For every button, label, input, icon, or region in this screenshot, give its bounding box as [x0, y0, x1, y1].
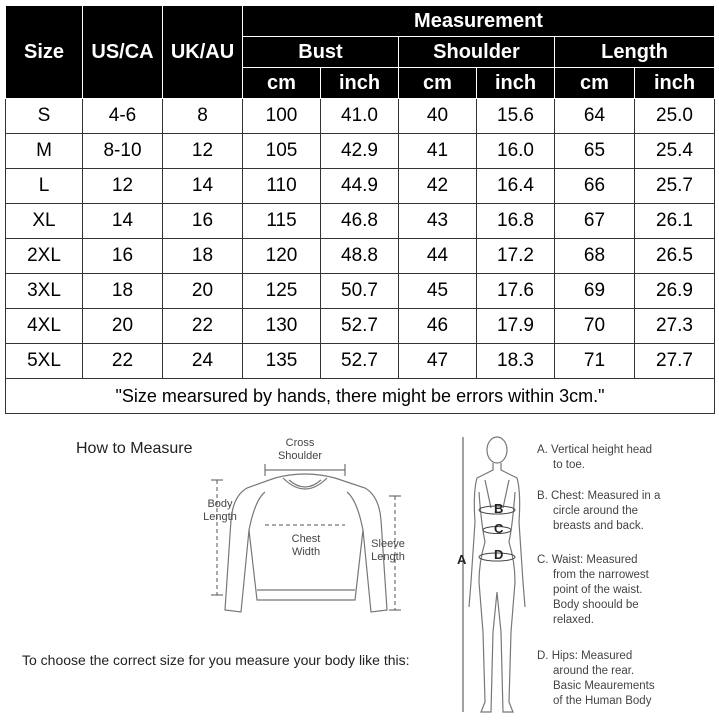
- table-cell: 67: [555, 204, 635, 239]
- table-cell: 25.0: [635, 99, 715, 134]
- table-cell: 43: [399, 204, 477, 239]
- table-cell: 70: [555, 309, 635, 344]
- size-chart-body: [6, 99, 715, 379]
- legend-c: [537, 553, 717, 628]
- table-row: [6, 169, 715, 204]
- table-cell: 2XL: [6, 239, 83, 274]
- table-cell: 15.6: [477, 99, 555, 134]
- header-unit-inch: inch: [321, 68, 399, 99]
- table-cell: 41.0: [321, 99, 399, 134]
- header-unit-inch: inch: [635, 68, 715, 99]
- table-cell: 16.8: [477, 204, 555, 239]
- header-shoulder: Shoulder: [399, 37, 555, 68]
- table-cell: 40: [399, 99, 477, 134]
- table-row: [6, 274, 715, 309]
- table-cell: 42.9: [321, 134, 399, 169]
- table-cell: 26.5: [635, 239, 715, 274]
- table-cell: 24: [163, 344, 243, 379]
- header-bust: Bust: [243, 37, 399, 68]
- table-cell: 52.7: [321, 344, 399, 379]
- table-cell: 27.3: [635, 309, 715, 344]
- table-cell: M: [6, 134, 83, 169]
- legend-d-line: D. Hips: Measured: [537, 650, 633, 662]
- table-cell: 135: [243, 344, 321, 379]
- table-cell: 12: [83, 169, 163, 204]
- table-cell: 14: [83, 204, 163, 239]
- table-cell: 4-6: [83, 99, 163, 134]
- legend-c-line: relaxed.: [553, 614, 594, 626]
- header-unit-cm: cm: [555, 68, 635, 99]
- table-cell: 16: [163, 204, 243, 239]
- header-usca: US/CA: [83, 6, 163, 99]
- legend-c-line: point of the waist.: [553, 584, 643, 596]
- table-cell: 14: [163, 169, 243, 204]
- table-cell: 18: [163, 239, 243, 274]
- table-row: [6, 344, 715, 379]
- table-cell: 105: [243, 134, 321, 169]
- table-cell: 25.7: [635, 169, 715, 204]
- table-cell: 26.1: [635, 204, 715, 239]
- table-cell: 8-10: [83, 134, 163, 169]
- table-cell: 16.0: [477, 134, 555, 169]
- table-cell: 20: [163, 274, 243, 309]
- table-cell: 50.7: [321, 274, 399, 309]
- legend-a-line: A. Vertical height head: [537, 444, 653, 456]
- table-cell: 16.4: [477, 169, 555, 204]
- table-cell: 18.3: [477, 344, 555, 379]
- marker-b: B: [494, 501, 504, 516]
- table-cell: 100: [243, 99, 321, 134]
- marker-d: D: [494, 547, 504, 562]
- table-row: [6, 309, 715, 344]
- table-row: [6, 134, 715, 169]
- legend-d-line: of the Human Body: [553, 695, 652, 707]
- table-cell: 5XL: [6, 344, 83, 379]
- table-cell: 120: [243, 239, 321, 274]
- table-cell: 18: [83, 274, 163, 309]
- table-cell: 42: [399, 169, 477, 204]
- legend-d-line: Basic Meaurements: [553, 680, 655, 692]
- table-cell: 44: [399, 239, 477, 274]
- marker-a: A: [457, 552, 467, 567]
- table-cell: 47: [399, 344, 477, 379]
- table-cell: 41: [399, 134, 477, 169]
- instruction-text: To choose the correct size for you measure your body like this:: [22, 652, 410, 668]
- legend-c-line: C. Waist: Measured: [537, 554, 638, 566]
- measurement-note: "Size mearsured by hands, there might be errors within 3cm.": [6, 379, 715, 414]
- table-cell: 130: [243, 309, 321, 344]
- table-row: [6, 204, 715, 239]
- table-cell: 69: [555, 274, 635, 309]
- header-measurement: Measurement: [243, 6, 715, 37]
- table-cell: 8: [163, 99, 243, 134]
- legend-b-line: circle around the: [553, 505, 639, 517]
- table-cell: 125: [243, 274, 321, 309]
- table-cell: XL: [6, 204, 83, 239]
- header-length: Length: [555, 37, 715, 68]
- table-cell: 4XL: [6, 309, 83, 344]
- header-ukau: UK/AU: [163, 6, 243, 99]
- table-cell: 17.6: [477, 274, 555, 309]
- legend-a-line: to toe.: [553, 459, 585, 471]
- body-length-label: Body Length: [203, 498, 237, 523]
- size-chart-table: [5, 5, 715, 414]
- table-row: [6, 99, 715, 134]
- cross-shoulder-label: Cross Shoulder: [277, 437, 323, 462]
- body-figure-illustration: [455, 432, 535, 717]
- chest-width-label: Chest Width: [291, 533, 321, 558]
- table-cell: 115: [243, 204, 321, 239]
- legend-d-line: around the rear.: [553, 665, 635, 677]
- how-to-measure-title: How to Measure: [76, 440, 193, 457]
- legend-d: [537, 649, 717, 709]
- sleeve-length-label: Sleeve Length: [371, 538, 405, 563]
- table-cell: 22: [163, 309, 243, 344]
- header-unit-inch: inch: [477, 68, 555, 99]
- legend-b-line: breasts and back.: [553, 520, 644, 532]
- legend-c-line: Body shoould be: [553, 599, 639, 611]
- table-row: [6, 239, 715, 274]
- table-cell: 52.7: [321, 309, 399, 344]
- table-cell: S: [6, 99, 83, 134]
- table-cell: 46: [399, 309, 477, 344]
- table-cell: 20: [83, 309, 163, 344]
- table-cell: 44.9: [321, 169, 399, 204]
- table-cell: L: [6, 169, 83, 204]
- table-cell: 22: [83, 344, 163, 379]
- marker-c: C: [494, 521, 504, 536]
- table-cell: 17.2: [477, 239, 555, 274]
- legend-a: [537, 443, 717, 473]
- legend-c-line: from the narrowest: [553, 569, 649, 581]
- table-cell: 17.9: [477, 309, 555, 344]
- table-cell: 48.8: [321, 239, 399, 274]
- header-unit-cm: cm: [243, 68, 321, 99]
- legend-b: [537, 489, 717, 534]
- table-cell: 64: [555, 99, 635, 134]
- legend-b-line: B. Chest: Measured in a: [537, 490, 661, 502]
- table-cell: 25.4: [635, 134, 715, 169]
- table-cell: 27.7: [635, 344, 715, 379]
- table-cell: 71: [555, 344, 635, 379]
- table-cell: 12: [163, 134, 243, 169]
- table-cell: 65: [555, 134, 635, 169]
- table-cell: 68: [555, 239, 635, 274]
- table-cell: 110: [243, 169, 321, 204]
- table-cell: 16: [83, 239, 163, 274]
- table-cell: 46.8: [321, 204, 399, 239]
- table-cell: 26.9: [635, 274, 715, 309]
- table-cell: 45: [399, 274, 477, 309]
- table-cell: 3XL: [6, 274, 83, 309]
- header-size: Size: [6, 6, 83, 99]
- header-unit-cm: cm: [399, 68, 477, 99]
- table-cell: 66: [555, 169, 635, 204]
